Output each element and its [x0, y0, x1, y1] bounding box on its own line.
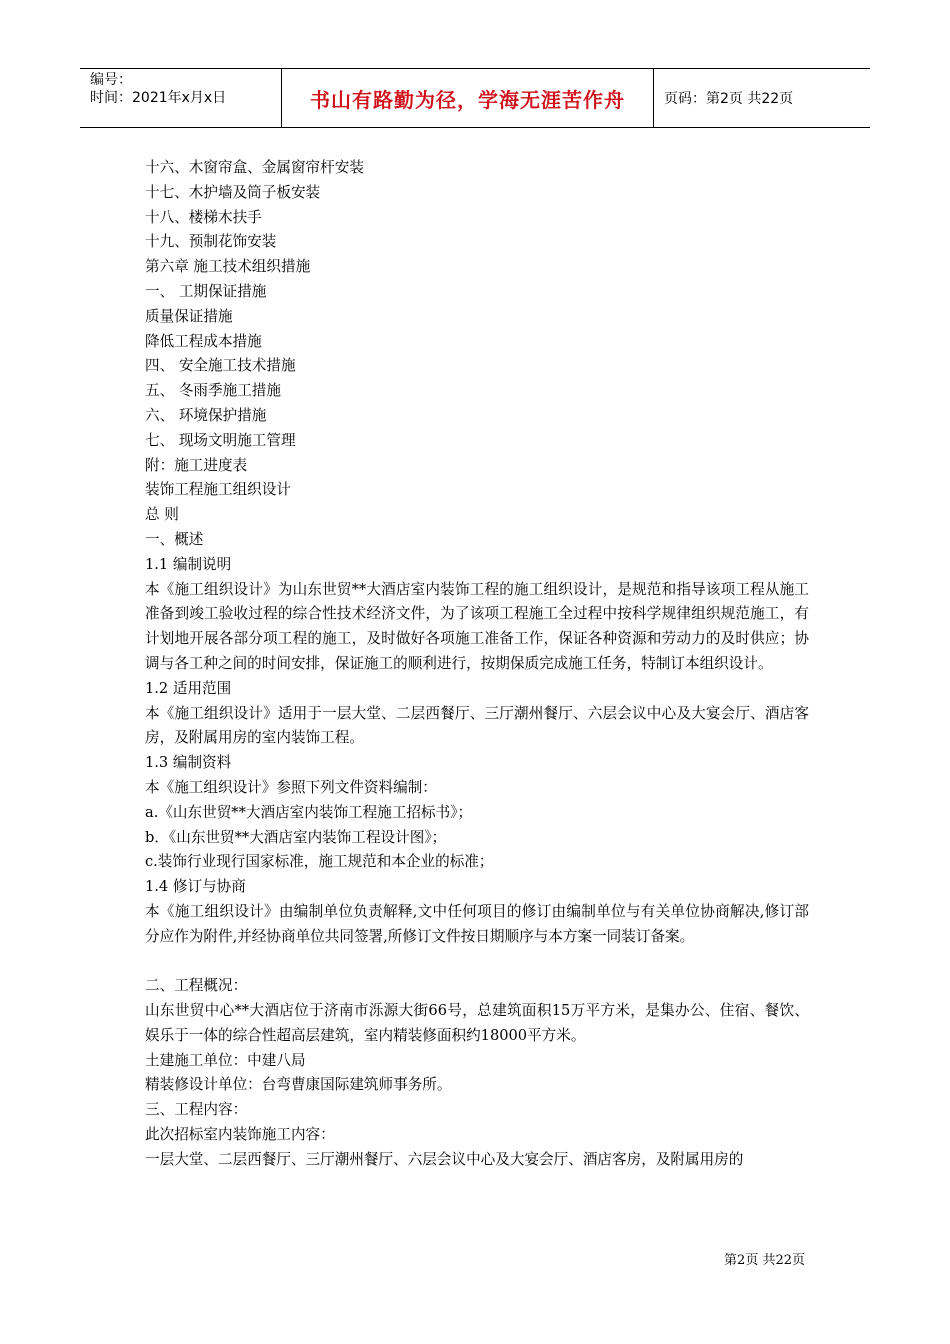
body-line: 装饰工程施工组织设计	[145, 481, 291, 499]
body-line: 七、 现场文明施工管理	[145, 431, 296, 449]
body-line: 土建施工单位：中建八局	[145, 1051, 306, 1069]
body-line: 1.3 编制资料	[145, 754, 232, 772]
page-header	[80, 68, 870, 128]
body-line: 质量保证措施	[145, 307, 233, 325]
body-paragraph: 山东世贸中心**大酒店位于济南市泺源大街66号，总建筑面积15万平方米，是集办公、住宿、餐饮、娱乐于一体的综合性超高层建筑，室内精装修面积约18000平方米。	[145, 1002, 809, 1044]
body-line: 1.1 编制说明	[145, 555, 232, 573]
body-line: 一、概述	[145, 530, 204, 548]
body-line: b．《山东世贸**大酒店室内装饰工程设计图》；	[145, 828, 447, 846]
body-paragraph: 本《施工组织设计》适用于一层大堂、二层西餐厅、三厅潮州餐厅、六层会议中心及大宴会厅、酒店客房，及附属用房的室内装饰工程。	[145, 704, 809, 747]
body-line: 附：施工进度表	[145, 456, 248, 474]
body-line: 1.4 修订与协商	[145, 878, 246, 896]
body-paragraph: 一层大堂、二层西餐厅、三厅潮州餐厅、六层会议中心及大宴会厅、酒店客房，及附属用房的	[145, 1150, 744, 1168]
body-line: c.装饰行业现行国家标准，施工规范和本企业的标准；	[145, 853, 494, 871]
body-line: 十九、预制花饰安装	[145, 233, 277, 251]
page-footer: 第2页 共22页	[724, 1253, 805, 1268]
body-line: 本《施工组织设计》参照下列文件资料编制：	[145, 778, 437, 796]
body-line: 四、 安全施工技术措施	[145, 357, 296, 375]
body-line: 二、工程概况：	[145, 977, 248, 995]
header-meta	[80, 69, 282, 127]
body-line: 十六、木窗帘盒、金属窗帘杆安装	[145, 159, 364, 176]
body-paragraph: 本《施工组织设计》为山东世贸**大酒店室内装饰工程的施工组织设计，是规范和指导该项工程从施工准备到竣工验收过程的综合性技术经济文件，为了该项工程施工全过程中按科学规律组织规范施工，有计划地开展各部分项工程的施工，及时做好各项施工准备工作，保证各种资源和劳动力的及时供应；协调与各工种之间的时间安排，保证施工的顺利进行，按期保质完成施工任务，特制订本组织设计。	[145, 580, 809, 672]
body-paragraph: 本《施工组织设计》由编制单位负责解释,文中任何项目的修订由编制单位与有关单位协商解决,修订部分应作为附件,并经协商单位共同签署,所修订文件按日期顺序与本方案一同装订备案。	[145, 902, 809, 945]
document-number-label: 编号：	[90, 72, 132, 88]
header-page-number: 页码：第2页 共22页	[664, 91, 794, 107]
body-line: 总 则	[145, 506, 179, 524]
body-line: 三、工程内容：	[145, 1101, 248, 1119]
body-line: a.《山东世贸**大酒店室内装饰工程施工招标书》；	[145, 803, 473, 821]
header-motto: 书山有路勤为径，学海无涯苦作舟	[282, 69, 654, 127]
body-line: 第六章 施工技术组织措施	[145, 258, 311, 276]
body-line: 降低工程成本措施	[145, 332, 262, 350]
body-line: 五、 冬雨季施工措施	[145, 382, 281, 400]
body-line: 十七、木护墙及筒子板安装	[145, 183, 321, 201]
document-date-label: 时间：2021年x月x日	[90, 90, 227, 106]
body-line: 此次招标室内装饰施工内容：	[145, 1126, 335, 1144]
body-line: 一、 工期保证措施	[145, 282, 267, 300]
body-line: 1.2 适用范围	[145, 679, 232, 697]
document-body	[145, 156, 809, 1173]
body-line: 精装修设计单位：台弯曹康国际建筑师事务所。	[145, 1076, 452, 1094]
body-line: 十八、楼梯木扶手	[145, 208, 262, 226]
body-line: 六、 环境保护措施	[145, 406, 267, 424]
blank-line	[145, 950, 809, 975]
